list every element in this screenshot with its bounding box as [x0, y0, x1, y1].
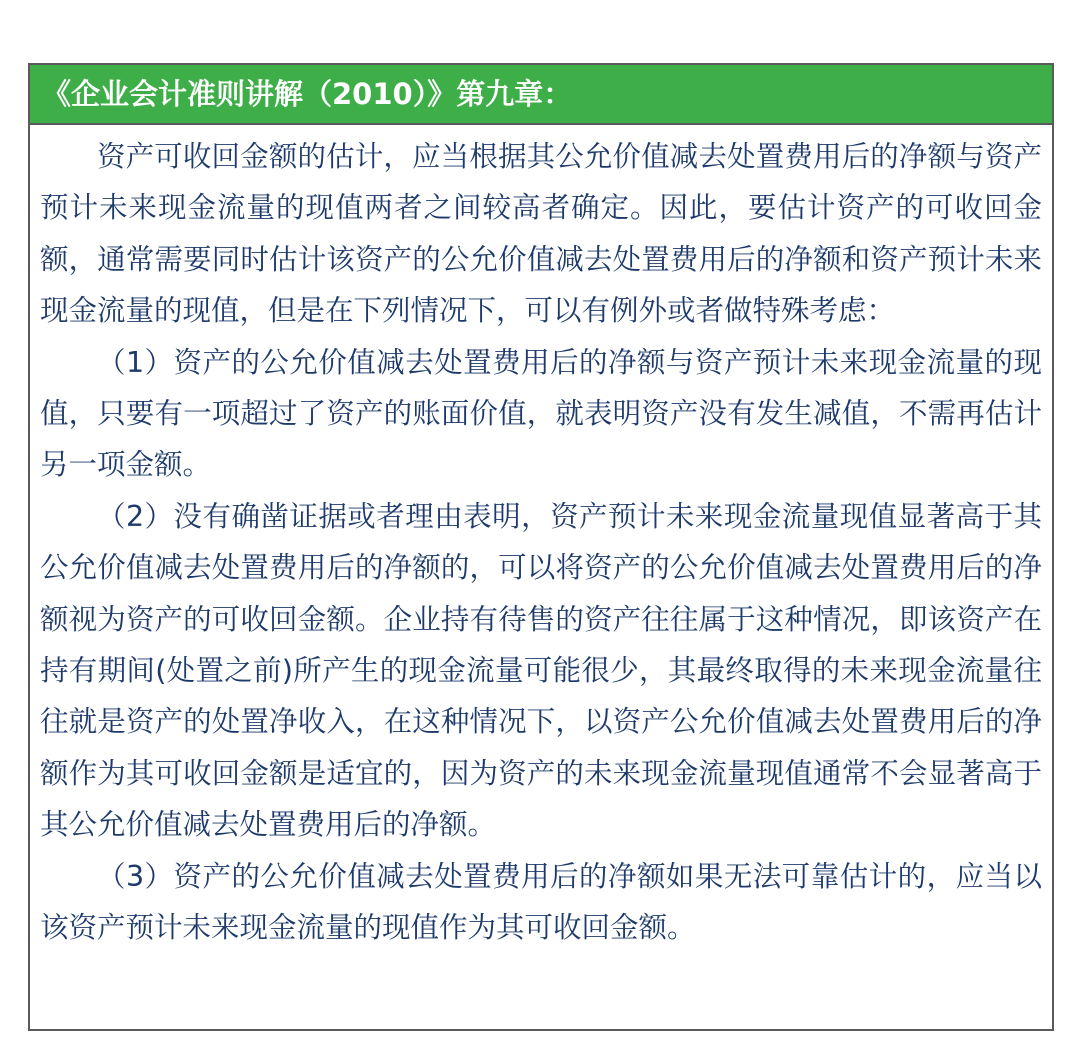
excerpt-header: 《企业会计准则讲解（2010）》第九章： [30, 65, 1052, 125]
paragraph-item-1: （1）资产的公允价值减去处置费用后的净额与资产预计未来现金流量的现值，只要有一项超过了资产的账面价值，就表明资产没有发生减值，不需再估计另一项金额。 [40, 345, 1042, 482]
excerpt-box [28, 63, 1054, 1031]
paragraph-intro: 资产可收回金额的估计，应当根据其公允价值减去处置费用后的净额与资产预计未来现金流量的现值两者之间较高者确定。因此，要估计资产的可收回金额，通常需要同时估计该资产的公允价值减去处置费用后的净额和资产预计未来现金流量的现值，但是在下列情况下，可以有例外或者做特殊考虑： [40, 140, 1042, 328]
paragraph-item-3: （3）资产的公允价值减去处置费用后的净额如果无法可靠估计的，应当以该资产预计未来现金流量的现值作为其可收回金额。 [40, 859, 1042, 945]
excerpt-body [30, 125, 1052, 954]
paragraph-item-2: （2）没有确凿证据或者理由表明，资产预计未来现金流量现值显著高于其公允价值减去处置费用后的净额的，可以将资产的公允价值减去处置费用后的净额视为资产的可收回金额。企业持有待售的资产往往属于这种情况，即该资产在持有期间(处置之前)所产生的现金流量可能很少，其最终取得的未来现金流量往往就是资产的处置净收入，在这种情况下，以资产公允价值减去处置费用后的净额作为其可收回金额是适宜的，因为资产的未来现金流量现值通常不会显著高于其公允价值减去处置费用后的净额。 [40, 499, 1042, 842]
